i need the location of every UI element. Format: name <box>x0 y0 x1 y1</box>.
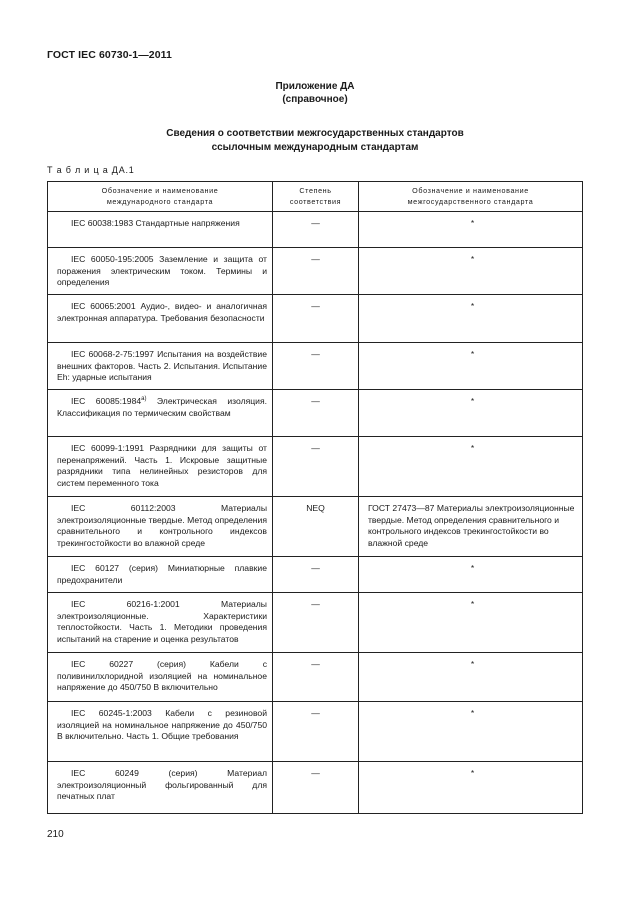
international-standard-cell <box>48 653 273 702</box>
table-row <box>48 653 583 702</box>
table-row <box>48 295 583 343</box>
international-standard-cell <box>48 593 273 653</box>
international-standard-cell <box>48 497 273 557</box>
section-title-line2: ссылочным международным стандартам <box>211 142 419 153</box>
cell-text: ГОСТ 27473—87 Материалы электроизоляционные твердые. Метод определения сравнительного и контрольного индексов трекингостойкости во влажной среде <box>368 503 575 548</box>
table-row <box>48 762 583 814</box>
interstate-standard-cell <box>359 593 583 653</box>
international-standard-cell <box>48 702 273 762</box>
section-heading <box>0 127 630 155</box>
section-title-line1: Сведения о соответствии межгосударственных стандартов <box>166 128 464 139</box>
table-row <box>48 343 583 390</box>
degree-cell: — <box>273 593 359 653</box>
table-row <box>48 593 583 653</box>
international-standard-cell <box>48 557 273 593</box>
degree-cell: — <box>273 390 359 437</box>
cell-text <box>57 396 267 419</box>
cell-text: * <box>470 301 475 311</box>
degree-cell: — <box>273 295 359 343</box>
column-header-line: соответствия <box>289 196 342 206</box>
column-header-line: Обозначение и наименование <box>101 186 219 195</box>
cell-text: IEC 60127 (серия) Миниатюрные плавкие предохранители <box>57 563 267 585</box>
international-standard-cell <box>48 248 273 295</box>
table-row <box>48 248 583 295</box>
cell-text: IEC 60227 (серия) Кабели с поливинилхлоридной изоляцией на номинальное напряжение до 450/750 В включительно <box>57 659 267 692</box>
interstate-standard-cell <box>359 762 583 814</box>
interstate-standard-cell <box>359 437 583 497</box>
cell-text: IEC 60245-1:2003 Кабели с резиновой изоляцией на номинальное напряжение до 450/750 В включительно. Часть 1. Общие требования <box>57 708 267 741</box>
cell-text: * <box>470 599 475 609</box>
table-row <box>48 390 583 437</box>
interstate-standard-cell <box>359 248 583 295</box>
cell-text: * <box>470 443 475 453</box>
table-header-row <box>48 182 583 212</box>
interstate-standard-cell <box>359 653 583 702</box>
appendix-subtitle: (справочное) <box>282 94 348 105</box>
cell-text: * <box>470 254 475 264</box>
appendix-heading <box>0 80 630 106</box>
cell-text: IEC 60050-195:2005 Заземление и защита от поражения электрическим током. Термины и определения <box>57 254 267 287</box>
international-standard-cell <box>48 437 273 497</box>
column-header-line: Степень <box>299 186 332 195</box>
correspondence-table <box>47 181 583 814</box>
international-standard-cell <box>48 343 273 390</box>
cell-text: IEC 60068-2-75:1997 Испытания на воздействие внешних факторов. Часть 2. Испытания. Испытание Eh: ударные испытания <box>57 349 267 382</box>
degree-cell: — <box>273 653 359 702</box>
standard-code: IEC 60085:1984 <box>71 396 142 406</box>
degree-cell: — <box>273 248 359 295</box>
cell-text: IEC 60249 (серия) Материал электроизоляционный фольгированный для печатных плат <box>57 768 267 801</box>
degree-cell: — <box>273 212 359 248</box>
table-caption: Т а б л и ц а ДА.1 <box>47 165 135 175</box>
document-code-header: ГОСТ IEC 60730-1—2011 <box>47 49 172 61</box>
interstate-standard-cell <box>359 497 583 557</box>
column-header-interstate-standard <box>359 182 583 212</box>
table-row <box>48 702 583 762</box>
cell-text: IEC 60038:1983 Стандартные напряжения <box>71 218 240 228</box>
cell-text: * <box>470 563 475 573</box>
international-standard-cell <box>48 295 273 343</box>
degree-cell: — <box>273 762 359 814</box>
page-number: 210 <box>47 829 64 840</box>
column-header-international-standard <box>48 182 273 212</box>
international-standard-cell <box>48 212 273 248</box>
interstate-standard-cell <box>359 295 583 343</box>
interstate-standard-cell <box>359 390 583 437</box>
degree-cell: — <box>273 343 359 390</box>
column-header-degree <box>273 182 359 212</box>
degree-cell: — <box>273 557 359 593</box>
cell-text: * <box>470 218 475 228</box>
table-row <box>48 212 583 248</box>
table-row <box>48 557 583 593</box>
cell-text: * <box>470 659 475 669</box>
cell-text: IEC 60099-1:1991 Разрядники для защиты от перенапряжений. Часть 1. Искровые защитные разрядники типа нелинейных резисторов для систем переменного тока <box>57 443 267 488</box>
interstate-standard-cell <box>359 557 583 593</box>
standard-title: Электрическая изоляция. Классификация по термическим свойствам <box>57 396 267 418</box>
column-header-line: межгосударственного стандарта <box>407 196 534 206</box>
international-standard-cell <box>48 762 273 814</box>
cell-text: IEC 60112:2003 Материалы электроизоляционные твердые. Метод определения сравнительного и контрольного индексов трекингостойкости во влажной среде <box>57 503 267 548</box>
degree-cell: — <box>273 437 359 497</box>
degree-cell: — <box>273 702 359 762</box>
column-header-line: Обозначение и наименование <box>412 186 529 195</box>
interstate-standard-cell <box>359 212 583 248</box>
interstate-standard-cell <box>359 343 583 390</box>
interstate-standard-cell <box>359 702 583 762</box>
table-row <box>48 437 583 497</box>
cell-text: * <box>470 349 475 359</box>
column-header-line: международного стандарта <box>106 196 214 206</box>
appendix-title: Приложение ДА <box>275 81 355 92</box>
cell-text: * <box>470 768 475 778</box>
cell-text: * <box>470 396 475 406</box>
cell-text: IEC 60065:2001 Аудио-, видео- и аналогичная электронная аппаратура. Требования безопасности <box>57 301 267 323</box>
cell-text: * <box>470 708 475 718</box>
footnote-marker: a) <box>141 396 147 403</box>
table-row <box>48 497 583 557</box>
cell-text: IEC 60216-1:2001 Материалы электроизоляционные. Характеристики теплостойкости. Часть 1. Методики проведения испытаний на старение и оценка результатов <box>57 599 267 644</box>
degree-cell: NEQ <box>273 497 359 557</box>
international-standard-cell <box>48 390 273 437</box>
